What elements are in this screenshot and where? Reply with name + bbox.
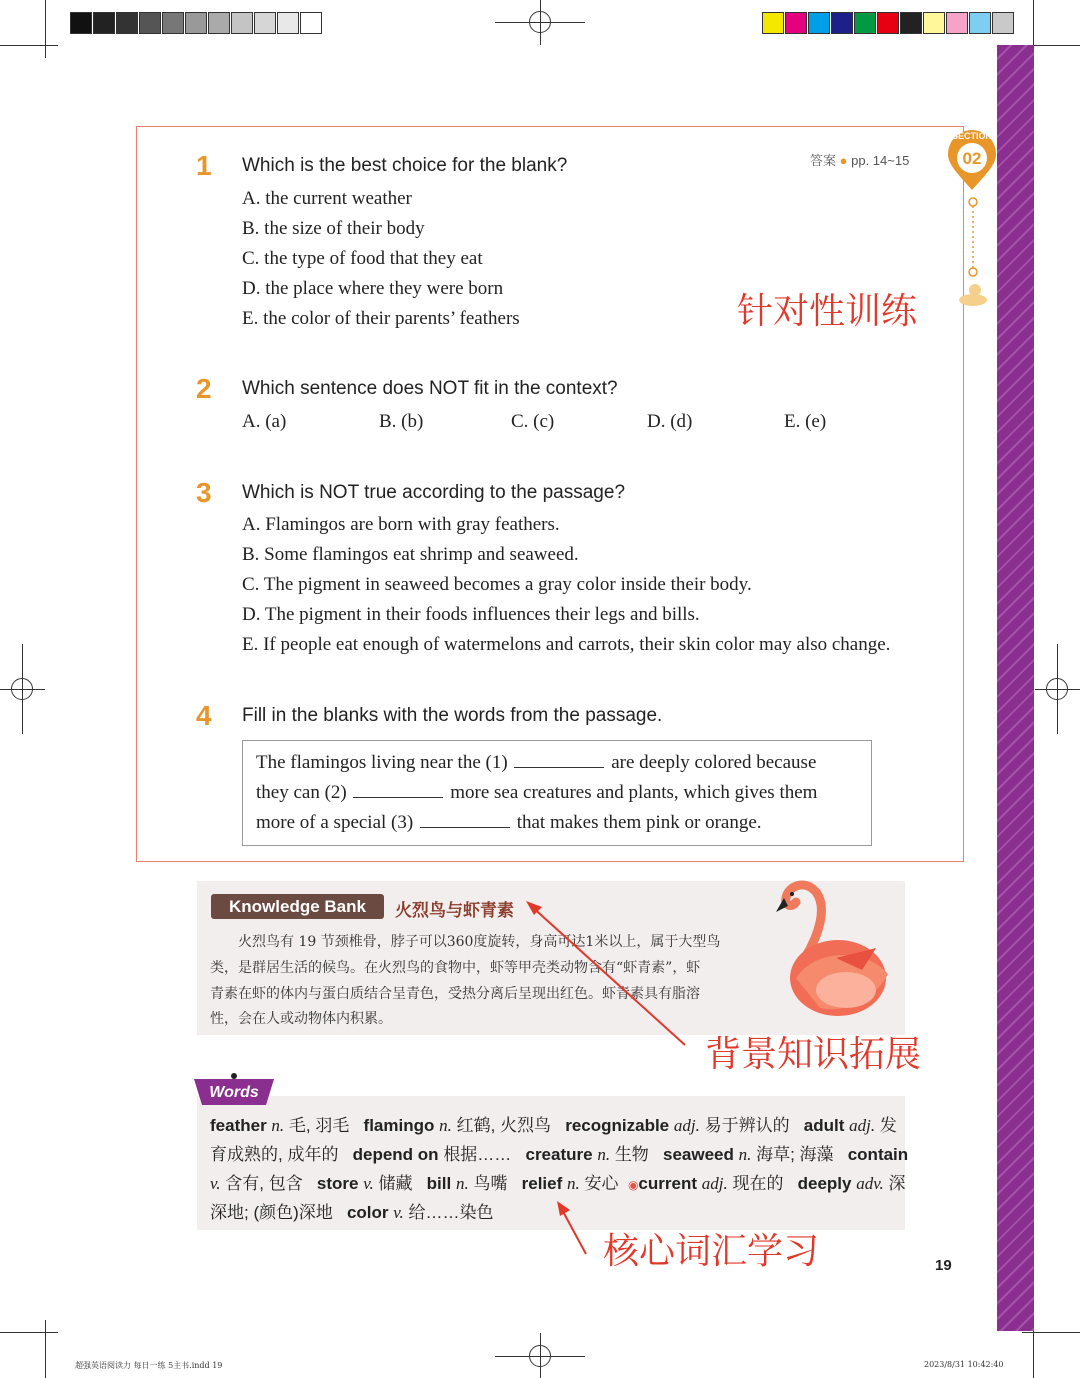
q2-option-c[interactable]: C. (c) (511, 411, 555, 432)
q2-option-b[interactable]: B. (b) (379, 411, 424, 432)
target-bullet-icon: ◉ (627, 1178, 639, 1192)
kb-text-line-2: 类，是群居生活的候鸟。在火烈鸟的食物中，虾等甲壳类动物含有“虾青素”，虾 (210, 960, 701, 976)
question-3-text: Which is NOT true according to the passage? (242, 482, 626, 503)
knowledge-bank-title: Knowledge Bank (211, 894, 384, 919)
annotation-arrow-vocab (552, 1198, 592, 1258)
question-1-text: Which is the best choice for the blank? (242, 155, 568, 176)
fill-in-line-1: The flamingos living near the (1) are deeply colored because (256, 752, 817, 773)
q1-option-d[interactable]: D. the place where they were born (242, 278, 504, 299)
section-number: 02 (962, 149, 982, 168)
blank-1[interactable] (514, 753, 604, 768)
annotation-arrow-background (520, 895, 720, 1055)
blank-3[interactable] (420, 813, 510, 828)
annotation-core-vocabulary: 核心词汇学习 (603, 1231, 820, 1272)
blank-2[interactable] (353, 783, 443, 798)
question-4-text: Fill in the blanks with the words from the passage. (242, 705, 663, 726)
question-4-number: 4 (196, 700, 212, 731)
kb-text-line-4: 性，会在人或动物体内积累。 (210, 1011, 392, 1027)
dotted-chain-duck-icon (955, 194, 991, 312)
q1-option-e[interactable]: E. the color of their parents’ feathers (242, 308, 520, 329)
section-badge-icon (946, 128, 998, 194)
words-line-1: feather n. 毛, 羽毛 flamingo n. 红鹤, 火烈鸟 recognizable adj. 易于辨认的 adult adj. 发 (210, 1116, 897, 1135)
question-2-text: Which sentence does NOT fit in the context? (242, 378, 618, 399)
annotation-background-knowledge: 背景知识拓展 (705, 1034, 922, 1075)
words-line-2: 育成熟的, 成年的 depend on 根据…… creature n. 生物 seaweed n. 海草; 海藻 contain (210, 1145, 909, 1164)
annotation-targeted-training: 针对性训练 (737, 291, 918, 332)
words-line-3: v. 含有, 包含 store v. 储藏 bill n. 鸟嘴 relief n. 安心 ◉current adj. 现在的 deeply adv. 深 (210, 1174, 906, 1193)
section-word: SECTION (951, 131, 993, 141)
page-number: 19 (935, 1257, 952, 1274)
section-side-tab (997, 45, 1034, 1331)
q2-option-e[interactable]: E. (e) (784, 411, 827, 432)
question-1-number: 1 (196, 150, 212, 181)
q1-option-b[interactable]: B. the size of their body (242, 218, 425, 239)
answer-reference: 答案 ● pp. 14~15 (810, 153, 910, 168)
words-line-4: 深地; (颜色)深地 color v. 给……染色 (210, 1203, 494, 1222)
q3-option-d[interactable]: D. The pigment in their foods influences their legs and bills. (242, 604, 700, 625)
q1-option-a[interactable]: A. the current weather (242, 188, 412, 209)
footer-timestamp: 2023/8/31 10:42:40 (924, 1360, 1004, 1369)
q1-option-c[interactable]: C. the type of food that they eat (242, 248, 483, 269)
question-2-number: 2 (196, 373, 212, 404)
words-tag-icon (190, 1073, 278, 1105)
kb-text-line-1: 火烈鸟有 19 节颈椎骨，脖子可以360度旋转，身高可达1米以上，属于大型鸟 (238, 934, 721, 950)
kb-text-line-3: 青素在虾的体内与蛋白质结合呈青色，受热分离后呈现出红色。虾青素具有脂溶 (210, 986, 700, 1002)
words-tag-label: Words (209, 1084, 259, 1101)
q2-option-a[interactable]: A. (a) (242, 411, 287, 432)
q3-option-b[interactable]: B. Some flamingos eat shrimp and seaweed. (242, 544, 579, 565)
q3-option-e[interactable]: E. If people eat enough of watermelons and carrots, their skin color may also change. (242, 634, 891, 655)
footer-file-name: 超强英语阅读力 每日一练 5主书.indd 19 (75, 1361, 223, 1370)
fill-in-line-3: more of a special (3) that makes them pink or orange. (256, 812, 762, 833)
q2-option-d[interactable]: D. (d) (647, 411, 693, 432)
fill-in-line-2: they can (2) more sea creatures and plants, which gives them (256, 782, 818, 803)
flamingo-image (776, 878, 896, 1028)
q3-option-c[interactable]: C. The pigment in seaweed becomes a gray color inside their body. (242, 574, 752, 595)
question-3-number: 3 (196, 477, 212, 508)
q3-option-a[interactable]: A. Flamingos are born with gray feathers. (242, 514, 560, 535)
knowledge-bank-subtitle: 火烈鸟与虾青素 (395, 901, 514, 920)
